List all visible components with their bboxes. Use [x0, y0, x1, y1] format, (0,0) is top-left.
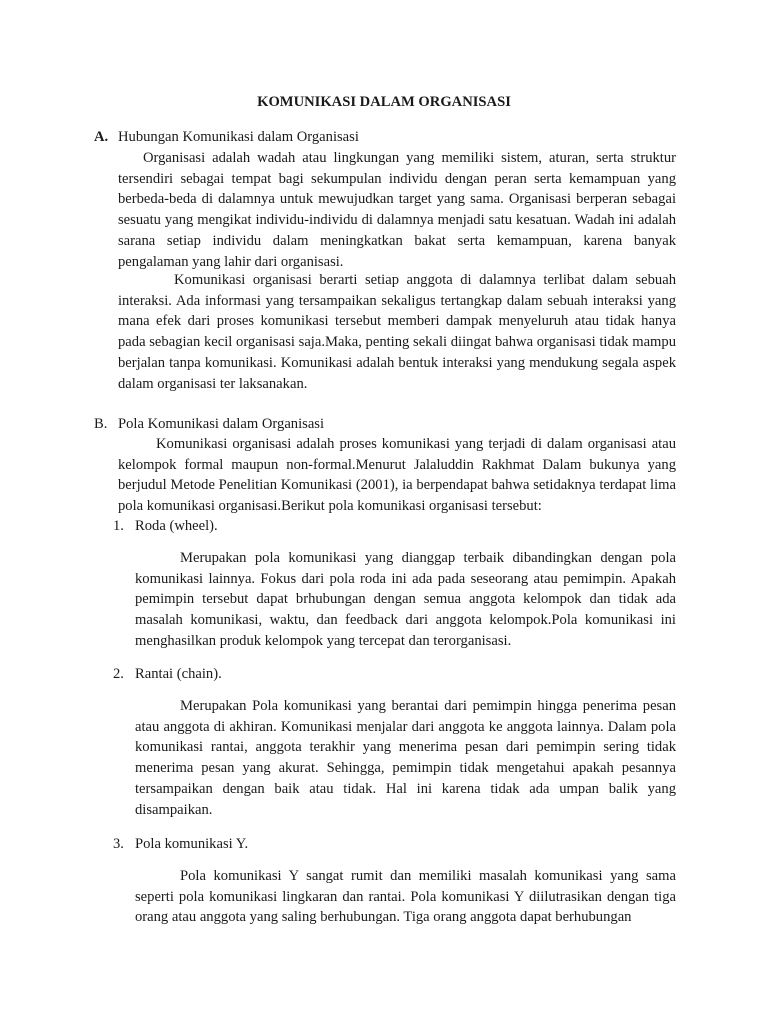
section-b-title: Pola Komunikasi dalam Organisasi [118, 416, 325, 432]
list-item-text: Pola komunikasi Y sangat rumit dan memiliki masalah komunikasi yang sama seperti pola komunikasi lingkaran dan rantai. Pola komunikasi Y diilutrasikan dengan tiga orang atau anggota yang saling berhubungan. Tiga orang anggota dapat berhubungan [135, 868, 676, 926]
section-a-title: Hubungan Komunikasi dalam Organisasi [118, 129, 359, 145]
section-b-letter: B. [94, 416, 108, 432]
list-item-text: Merupakan pola komunikasi yang dianggap terbaik dibandingkan dengan pola komunikasi lainnya. Fokus dari pola roda ini ada pada seseorang atau pemimpin. Apakah pemimpin tersebut dapat brhubungan dengan semua anggota kelompok dan tidak ada masalah komunikasi, waktu, dan feedback dari anggota kelompok.Pola komunikasi ini menghasilkan produk kelompok yang tercepat dan terorganisasi. [135, 550, 676, 649]
list-item-number: 3. [113, 836, 124, 852]
list-item-heading [113, 664, 222, 685]
document-title: KOMUNIKASI DALAM ORGANISASI [257, 94, 511, 110]
list-item-label: Rantai (chain). [135, 666, 222, 682]
list-item-label: Roda (wheel). [135, 518, 218, 534]
list-item-heading [113, 834, 248, 855]
section-a-letter: A. [94, 129, 109, 145]
list-item-number: 2. [113, 666, 124, 682]
list-item-heading [113, 516, 218, 537]
section-b-intro: Komunikasi organisasi adalah proses komunikasi yang terjadi di dalam organisasi atau kelompok formal maupun non-formal.Menurut Jalaluddin Rakhmat Dalam bukunya yang berjudul Metode Penelitian Komunikasi (2001), ia berpendapat bahwa setidaknya terdapat lima pola komunikasi organisasi.Berikut pola komunikasi organisasi tersebut: [118, 436, 676, 515]
list-item-number: 1. [113, 518, 124, 534]
section-a-paragraph-2: Komunikasi organisasi berarti setiap anggota di dalamnya terlibat dalam sebuah interaksi. Ada informasi yang tersampaikan sekaligus tertangkap dalam sebuah interaksi yang mana efek dari proses komunikasi tersebut memberi dampak menyeluruh atau tidak hanya pada sebagian kecil organisasi saja.Maka, penting sekali diingat bahwa organisasi tidak mampu berjalan tanpa komunikasi. Komunikasi adalah bentuk interaksi yang mendukung segala aspek dalam organisasi ter laksanakan. [118, 272, 676, 392]
list-item-label: Pola komunikasi Y. [135, 836, 249, 852]
list-item-text: Merupakan Pola komunikasi yang berantai dari pemimpin hingga penerima pesan atau anggota di akhiran. Komunikasi menjalar dari anggota ke anggota lainnya. Dalam pola komunikasi rantai, anggota terakhir yang menerima pesan dari pemimpin sering tidak menerima pesan yang akurat. Sehingga, pemimpin tidak mengetahui apakah pesannya tersampaikan dengan baik atau tidak. Hal ini karena tidak ada umpan balik yang disampaikan. [135, 698, 676, 818]
section-a-paragraph-1: Organisasi adalah wadah atau lingkungan yang memiliki sistem, aturan, serta struktur tersendiri sebagai tempat bagi sekumpulan individu dengan peran serta kemampuan yang berbeda-beda di dalamnya untuk mewujudkan target yang sama. Organisasi berperan sebagai sesuatu yang mengikat individu-individu di dalamnya menjadi satu kesatuan. Wadah ini adalah sarana setiap individu dalam meningkatkan bakat serta kemampuan, karena banyak pengalaman yang lahir dari organisasi. [118, 150, 676, 270]
section-a-heading [94, 127, 359, 148]
section-b-heading [94, 414, 324, 435]
